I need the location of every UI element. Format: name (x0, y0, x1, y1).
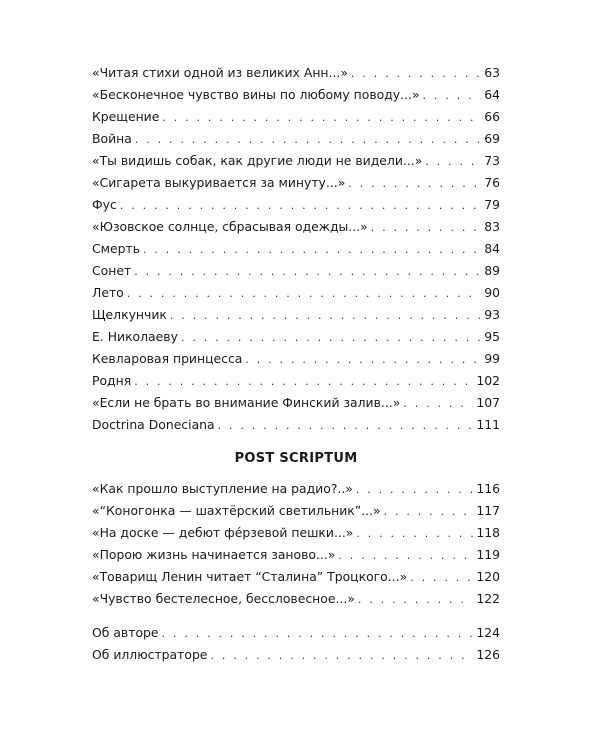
dot-leader (410, 567, 473, 589)
toc-entry (92, 622, 500, 644)
dot-leader (384, 501, 474, 523)
dot-leader (135, 129, 481, 151)
toc-entry (92, 500, 500, 522)
toc-entry-title: Сонет (92, 263, 132, 278)
toc-entry-page-number: 63 (484, 65, 500, 80)
toc-entry (92, 304, 500, 326)
toc-entry (92, 150, 500, 172)
section-divider (92, 610, 500, 622)
toc-entry (92, 216, 500, 238)
toc-entry-title: «Юзовское солнце, сбрасывая одежды...» (92, 219, 368, 234)
toc-entry-page-number: 122 (476, 591, 500, 606)
dot-leader (162, 107, 481, 129)
toc-entry (92, 62, 500, 84)
toc-entry (92, 282, 500, 304)
toc-entry-title: «На доске — дебют фéрзевой пешки...» (92, 525, 354, 540)
dot-leader (403, 393, 473, 415)
toc-entry (92, 194, 500, 216)
toc-entry-title: «“Коногонка — шахтёрский светильник”...» (92, 503, 381, 518)
dot-leader (356, 479, 473, 501)
table-of-contents (92, 62, 500, 666)
toc-main-section (92, 62, 500, 436)
toc-entry-page-number: 102 (476, 373, 500, 388)
dot-leader (218, 415, 474, 437)
toc-entry (92, 644, 500, 666)
toc-entry-page-number: 107 (476, 395, 500, 410)
toc-entry (92, 522, 500, 544)
toc-entry (92, 478, 500, 500)
toc-entry (92, 260, 500, 282)
dot-leader (143, 239, 481, 261)
toc-entry (92, 106, 500, 128)
toc-entry (92, 544, 500, 566)
toc-entry-page-number: 90 (484, 285, 500, 300)
toc-entry-page-number: 95 (484, 329, 500, 344)
toc-entry-title: Смерть (92, 241, 141, 256)
toc-entry-page-number: 84 (484, 241, 500, 256)
toc-entry (92, 84, 500, 106)
toc-post-scriptum-section (92, 478, 500, 610)
dot-leader (170, 305, 481, 327)
toc-entry-title: Фус (92, 197, 117, 212)
toc-back-matter-section (92, 622, 500, 666)
toc-entry-page-number: 99 (484, 351, 500, 366)
toc-entry (92, 566, 500, 588)
toc-entry-title: Об авторе (92, 625, 159, 640)
dot-leader (181, 327, 481, 349)
toc-entry-title: Doctrina Doneciana (92, 417, 215, 432)
toc-entry-page-number: 89 (484, 263, 500, 278)
toc-entry-title: Родня (92, 373, 132, 388)
toc-entry-title: «Если не брать во внимание Финский залив...» (92, 395, 401, 410)
toc-entry-title: «Бесконечное чувство вины по любому поводу...» (92, 87, 420, 102)
toc-entry-page-number: 124 (476, 625, 500, 640)
dot-leader (371, 217, 482, 239)
dot-leader (134, 261, 481, 283)
dot-leader (356, 523, 473, 545)
toc-entry-title: Лето (92, 285, 124, 300)
toc-entry-page-number: 76 (484, 175, 500, 190)
toc-entry-page-number: 118 (476, 525, 500, 540)
dot-leader (338, 545, 473, 567)
post-scriptum-heading: POST SCRIPTUM (234, 451, 358, 466)
toc-entry-page-number: 120 (476, 569, 500, 584)
toc-entry-title: Об иллюстраторе (92, 647, 208, 662)
toc-entry-title: «Товарищ Ленин читает “Сталина” Троцкого...» (92, 569, 408, 584)
toc-entry-title: Война (92, 131, 132, 146)
toc-entry-title: «Ты видишь собак, как другие люди не видели...» (92, 153, 423, 168)
toc-entry-page-number: 69 (484, 131, 500, 146)
toc-entry-page-number: 117 (476, 503, 500, 518)
toc-entry-title: Крещение (92, 109, 160, 124)
toc-entry (92, 238, 500, 260)
toc-entry-page-number: 64 (484, 87, 500, 102)
toc-entry (92, 348, 500, 370)
toc-entry (92, 370, 500, 392)
toc-entry (92, 414, 500, 436)
toc-entry-title: Кевларовая принцесса (92, 351, 243, 366)
dot-leader (210, 645, 473, 667)
dot-leader (348, 173, 481, 195)
toc-entry-page-number: 111 (476, 417, 500, 432)
dot-leader (245, 349, 481, 371)
toc-entry-page-number: 79 (484, 197, 500, 212)
toc-entry-title: «Как прошло выступление на радио?..» (92, 481, 353, 496)
toc-entry-page-number: 126 (476, 647, 500, 662)
toc-entry-title: «Порою жизнь начинается заново...» (92, 547, 336, 562)
toc-entry (92, 588, 500, 610)
toc-entry-page-number: 66 (484, 109, 500, 124)
dot-leader (425, 151, 481, 173)
toc-entry-page-number: 73 (484, 153, 500, 168)
toc-entry (92, 172, 500, 194)
toc-entry-title: «Читая стихи одной из великих Анн...» (92, 65, 348, 80)
dot-leader (127, 283, 481, 305)
toc-entry-page-number: 93 (484, 307, 500, 322)
toc-entry (92, 326, 500, 348)
toc-entry (92, 128, 500, 150)
toc-entry-page-number: 119 (476, 547, 500, 562)
dot-leader (134, 371, 473, 393)
dot-leader (358, 589, 473, 611)
dot-leader (351, 63, 481, 85)
dot-leader (423, 85, 482, 107)
toc-entry (92, 392, 500, 414)
toc-entry-page-number: 116 (476, 481, 500, 496)
dot-leader (120, 195, 481, 217)
toc-entry-title: Е. Николаеву (92, 329, 178, 344)
toc-entry-title: «Чувство бестелесное, бессловесное...» (92, 591, 355, 606)
toc-entry-page-number: 83 (484, 219, 500, 234)
toc-entry-title: Щелкунчик (92, 307, 167, 322)
toc-entry-title: «Сигарета выкуривается за минуту...» (92, 175, 346, 190)
dot-leader (162, 623, 474, 645)
